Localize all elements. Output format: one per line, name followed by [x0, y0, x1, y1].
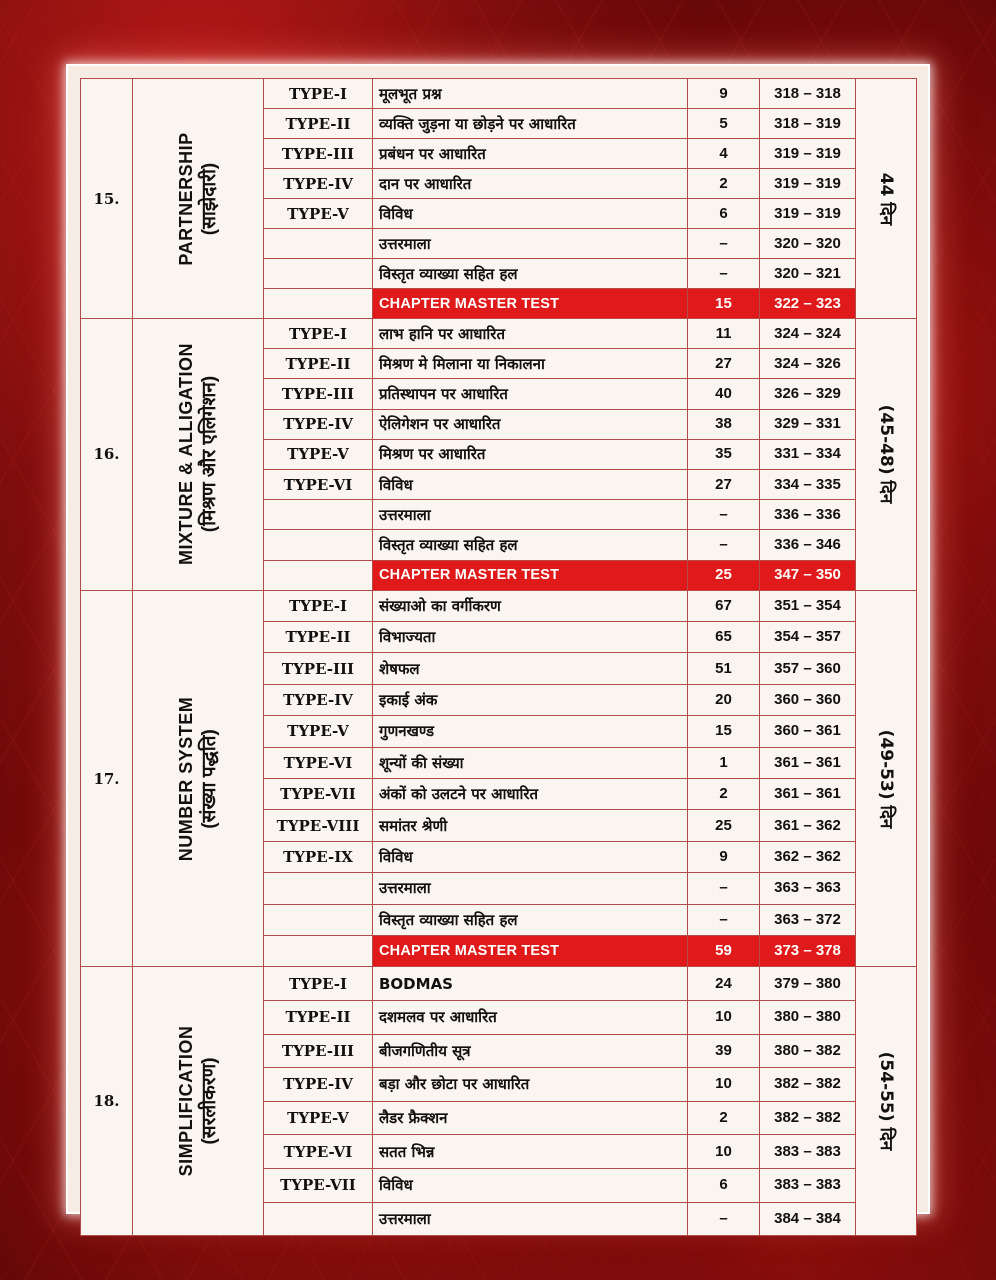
page-range: 319 – 319 [760, 169, 856, 199]
question-count: 67 [688, 590, 760, 621]
question-count: 6 [688, 1168, 760, 1202]
question-type [264, 500, 373, 530]
page-range: 320 – 321 [760, 259, 856, 289]
study-days [856, 79, 917, 319]
chapter-topic-english: SIMPLIFICATION [175, 1025, 196, 1177]
question-type: TYPE-III [264, 379, 373, 409]
page-range: 320 – 320 [760, 229, 856, 259]
question-count: 2 [688, 1101, 760, 1135]
question-type: TYPE-I [264, 79, 373, 109]
question-count: – [688, 229, 760, 259]
question-type: TYPE-VII [264, 1168, 373, 1202]
page-range: 373 – 378 [760, 935, 856, 966]
page-range: 354 – 357 [760, 622, 856, 653]
question-count: 27 [688, 349, 760, 379]
question-type: TYPE-III [264, 653, 373, 684]
topic-description: विविध [373, 1168, 688, 1202]
content-frame [68, 66, 928, 1228]
page-range: 322 – 323 [760, 289, 856, 319]
topic-description: दान पर आधारित [373, 169, 688, 199]
page-range: 380 – 380 [760, 1000, 856, 1034]
question-count: 11 [688, 319, 760, 349]
question-type: TYPE-VIII [264, 810, 373, 841]
page-range: 347 – 350 [760, 560, 856, 590]
question-count: 15 [688, 716, 760, 747]
question-count: 4 [688, 139, 760, 169]
question-type [264, 259, 373, 289]
table-row [81, 79, 917, 109]
question-count: 9 [688, 841, 760, 872]
page-range: 324 – 324 [760, 319, 856, 349]
question-count: – [688, 530, 760, 560]
page-range: 361 – 361 [760, 747, 856, 778]
page-range: 361 – 362 [760, 810, 856, 841]
topic-description: सतत भिन्न [373, 1135, 688, 1169]
question-type: TYPE-I [264, 590, 373, 621]
page-range: 383 – 383 [760, 1135, 856, 1169]
page-range: 383 – 383 [760, 1168, 856, 1202]
question-type: TYPE-IV [264, 409, 373, 439]
table-row [81, 590, 917, 621]
topic-description: विभाज्यता [373, 622, 688, 653]
master-test-label: CHAPTER MASTER TEST [373, 935, 688, 966]
topic-description: लाभ हानि पर आधारित [373, 319, 688, 349]
question-type [264, 904, 373, 935]
page-range: 324 – 326 [760, 349, 856, 379]
page-range: 363 – 363 [760, 873, 856, 904]
question-type: TYPE-II [264, 622, 373, 653]
contents-table [80, 78, 917, 1236]
page-range: 329 – 331 [760, 409, 856, 439]
question-count: 59 [688, 935, 760, 966]
question-count: 1 [688, 747, 760, 778]
question-type: TYPE-V [264, 199, 373, 229]
topic-description: विविध [373, 199, 688, 229]
page-range: 382 – 382 [760, 1101, 856, 1135]
page-range: 351 – 354 [760, 590, 856, 621]
master-test-label: CHAPTER MASTER TEST [373, 560, 688, 590]
topic-description: लैडर फ्रैक्शन [373, 1101, 688, 1135]
question-count: 15 [688, 289, 760, 319]
question-count: – [688, 904, 760, 935]
page-range: 360 – 360 [760, 684, 856, 715]
chapter-topic-hindi: (मिश्रण और एलिगेशन) [198, 376, 220, 533]
page-range: 379 – 380 [760, 967, 856, 1001]
topic-description: उत्तरमाला [373, 873, 688, 904]
topic-description: बड़ा और छोटा पर आधारित [373, 1068, 688, 1102]
topic-description: उत्तरमाला [373, 1202, 688, 1236]
question-type: TYPE-VI [264, 1135, 373, 1169]
chapter-topic-hindi: (संख्या पद्धति) [198, 728, 220, 829]
question-type: TYPE-IV [264, 684, 373, 715]
question-count: 39 [688, 1034, 760, 1068]
question-count: 38 [688, 409, 760, 439]
topic-description: व्यक्ति जुड़ना या छोड़ने पर आधारित [373, 109, 688, 139]
study-days [856, 590, 917, 967]
page-range: 319 – 319 [760, 139, 856, 169]
page-range: 357 – 360 [760, 653, 856, 684]
chapter-number: 16. [81, 319, 133, 591]
chapter-number: 17. [81, 590, 133, 967]
master-test-label: CHAPTER MASTER TEST [373, 289, 688, 319]
question-count: 25 [688, 810, 760, 841]
question-count: 9 [688, 79, 760, 109]
chapter-topic-hindi: (सरलीकरण) [198, 1057, 220, 1145]
page-range: 336 – 346 [760, 530, 856, 560]
question-type: TYPE-VI [264, 747, 373, 778]
question-count: – [688, 500, 760, 530]
page-range: 362 – 362 [760, 841, 856, 872]
question-count: 6 [688, 199, 760, 229]
chapter-number: 18. [81, 967, 133, 1236]
page-range: 361 – 361 [760, 779, 856, 810]
question-type: TYPE-V [264, 1101, 373, 1135]
question-count: – [688, 1202, 760, 1236]
page-range: 363 – 372 [760, 904, 856, 935]
question-count: 25 [688, 560, 760, 590]
question-count: 20 [688, 684, 760, 715]
chapter-topic [133, 79, 264, 319]
page-range: 380 – 382 [760, 1034, 856, 1068]
study-days [856, 967, 917, 1236]
topic-description: उत्तरमाला [373, 229, 688, 259]
chapter-topic-english: NUMBER SYSTEM [175, 696, 196, 861]
study-days-label: (45-48) दिन [876, 404, 896, 504]
question-count: 2 [688, 779, 760, 810]
question-count: 5 [688, 109, 760, 139]
question-type: TYPE-IX [264, 841, 373, 872]
page-range: 331 – 334 [760, 439, 856, 469]
table-row [81, 319, 917, 349]
topic-description: संख्याओ का वर्गीकरण [373, 590, 688, 621]
question-type: TYPE-III [264, 1034, 373, 1068]
page-range: 336 – 336 [760, 500, 856, 530]
study-days-label: (49-53) दिन [876, 729, 896, 828]
topic-description: अंकों को उलटने पर आधारित [373, 779, 688, 810]
question-type: TYPE-III [264, 139, 373, 169]
chapter-topic [133, 967, 264, 1236]
topic-description: उत्तरमाला [373, 500, 688, 530]
question-type [264, 289, 373, 319]
question-count: – [688, 259, 760, 289]
topic-description: मिश्रण पर आधारित [373, 439, 688, 469]
question-count: 35 [688, 439, 760, 469]
study-days [856, 319, 917, 591]
chapter-number: 15. [81, 79, 133, 319]
question-count: – [688, 873, 760, 904]
page-range: 318 – 319 [760, 109, 856, 139]
question-type [264, 1202, 373, 1236]
question-type: TYPE-I [264, 967, 373, 1001]
chapter-topic [133, 319, 264, 591]
question-type [264, 229, 373, 259]
question-type [264, 873, 373, 904]
topic-description: समांतर श्रेणी [373, 810, 688, 841]
topic-description: मूलभूत प्रश्न [373, 79, 688, 109]
chapter-topic-english: PARTNERSHIP [175, 131, 196, 266]
topic-description: शेषफल [373, 653, 688, 684]
topic-description: विविध [373, 469, 688, 499]
topic-description: विविध [373, 841, 688, 872]
topic-description: मिश्रण मे मिलाना या निकालना [373, 349, 688, 379]
question-count: 27 [688, 469, 760, 499]
page-range: 334 – 335 [760, 469, 856, 499]
topic-description: बीजगणितीय सूत्र [373, 1034, 688, 1068]
question-count: 24 [688, 967, 760, 1001]
question-type [264, 935, 373, 966]
question-type: TYPE-II [264, 109, 373, 139]
page-range: 384 – 384 [760, 1202, 856, 1236]
question-type: TYPE-II [264, 349, 373, 379]
question-type [264, 560, 373, 590]
study-days-label: 44 दिन [876, 172, 896, 225]
topic-description: विस्तृत व्याख्या सहित हल [373, 904, 688, 935]
question-count: 2 [688, 169, 760, 199]
question-count: 10 [688, 1000, 760, 1034]
topic-description: इकाई अंक [373, 684, 688, 715]
chapter-topic-english: MIXTURE & ALLIGATION [175, 343, 196, 566]
study-days-label: (54-55) दिन [876, 1051, 896, 1151]
page-range: 382 – 382 [760, 1068, 856, 1102]
page-range: 360 – 361 [760, 716, 856, 747]
question-count: 10 [688, 1135, 760, 1169]
topic-description: विस्तृत व्याख्या सहित हल [373, 530, 688, 560]
topic-description: BODMAS [373, 967, 688, 1001]
question-count: 10 [688, 1068, 760, 1102]
question-count: 40 [688, 379, 760, 409]
topic-description: विस्तृत व्याख्या सहित हल [373, 259, 688, 289]
question-type: TYPE-I [264, 319, 373, 349]
question-type: TYPE-IV [264, 1068, 373, 1102]
topic-description: प्रबंधन पर आधारित [373, 139, 688, 169]
page-range: 318 – 318 [760, 79, 856, 109]
question-type: TYPE-V [264, 716, 373, 747]
table-row [81, 967, 917, 1001]
topic-description: गुणनखण्ड [373, 716, 688, 747]
question-type: TYPE-VI [264, 469, 373, 499]
question-type [264, 530, 373, 560]
topic-description: प्रतिस्थापन पर आधारित [373, 379, 688, 409]
chapter-topic-hindi: (साझेदारी) [198, 162, 220, 235]
question-type: TYPE-IV [264, 169, 373, 199]
question-type: TYPE-II [264, 1000, 373, 1034]
topic-description: शून्यों की संख्या [373, 747, 688, 778]
page-range: 326 – 329 [760, 379, 856, 409]
question-type: TYPE-V [264, 439, 373, 469]
page-range: 319 – 319 [760, 199, 856, 229]
question-count: 51 [688, 653, 760, 684]
question-count: 65 [688, 622, 760, 653]
topic-description: दशमलव पर आधारित [373, 1000, 688, 1034]
question-type: TYPE-VII [264, 779, 373, 810]
topic-description: ऐलिगेशन पर आधारित [373, 409, 688, 439]
chapter-topic [133, 590, 264, 967]
